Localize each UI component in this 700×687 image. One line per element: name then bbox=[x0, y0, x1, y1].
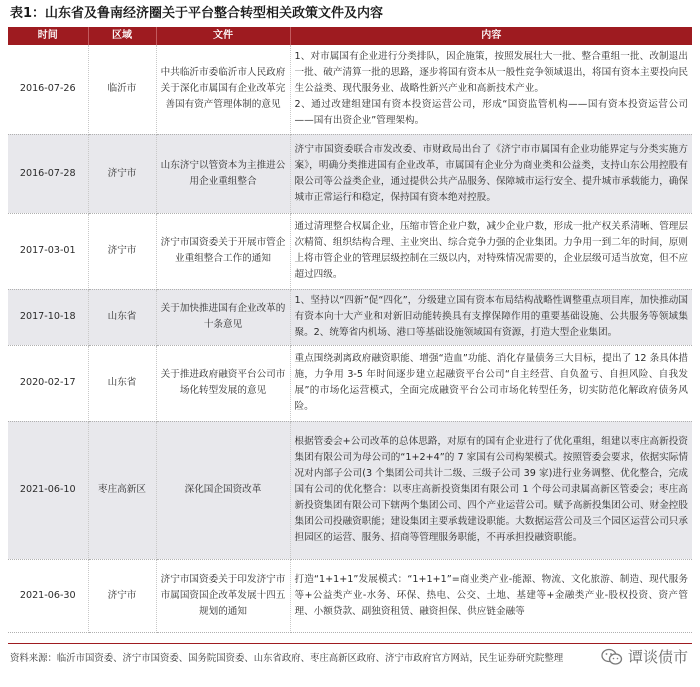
cell-content: 通过清理整合权属企业，压缩市管企业户数，减少企业户数，形成一批产权关系清晰、管理层次精简、组织结构合理、主业突出、综合竞争力强的企业集团。力争用一到二年的时间，原则上将市管企业的管理层级控制在三级以内，对特殊情况需要的，企业层级可适当放宽，但不应超过四级。 bbox=[290, 213, 692, 289]
cell-content: 1、对市属国有企业进行分类排队，因企施策，按照发展壮大一批、整合重组一批、改制退出一批、破产清算一批的思路，逐步将国有资本从一般性竞争领域退出，将国有资本主要投向民生公益类、现代服务业、战略性新兴产业和高新技术产业。 2、通过改建组建国有资本投资运营公司，形成“国资监管机构——国有资本投资运营公司——国有出资企业”管理架构。 bbox=[290, 45, 692, 134]
header-document: 文件 bbox=[156, 27, 290, 45]
cell-time: 2016-07-28 bbox=[8, 134, 88, 213]
table-row bbox=[8, 45, 692, 134]
cell-document: 中共临沂市委临沂市人民政府关于深化市属国有企业改革完善国有资产管理体制的意见 bbox=[156, 45, 290, 134]
cell-content: 根据管委会+公司改革的总体思路，对原有的国有企业进行了优化重组，组建以枣庄高新投资集团有限公司为母公司的“1+2+4”的 7 家国有公司构架模式。按照管委会要求，依据实际情况对内部子公司(3 个集团公司共计二级、三级子公司 39 家)进行业务调整、优化整合，完成国有公司的优化整合：以枣庄高新投资集团有限公司 1 个母公司隶属高新区管委会；枣庄高新投资集团有限公司下辖两个集团公司、四个产业运营公司。赋予高新投集团公司、财金控股集团公司投融资职能；建设集团主要承载建设职能。大数据运营公司及三个园区运营公司只承担园区的运营、服务、招商等管理服务职能，不再承担投融资职能。 bbox=[290, 421, 692, 559]
cell-content: 济宁市国资委联合市发改委、市财政局出台了《济宁市市属国有企业功能界定与分类实施方案》，明确分类推进国有企业改革，市属国有企业分为商业类和公益类，支持山东公用控股有限公司等公益类企业，通过提供公共产品服务、保障城市运行安全、提升城市承载能力，确保城市正常运行和稳定，保持国有资本绝对控股。 bbox=[290, 134, 692, 213]
cell-region: 济宁市 bbox=[88, 559, 156, 632]
cell-document: 深化国企国资改革 bbox=[156, 421, 290, 559]
header-time: 时间 bbox=[8, 27, 88, 45]
policy-table bbox=[8, 27, 692, 633]
cell-document: 济宁市国资委关于开展市管企业重组整合工作的通知 bbox=[156, 213, 290, 289]
cell-region: 临沂市 bbox=[88, 45, 156, 134]
cell-region: 济宁市 bbox=[88, 213, 156, 289]
cell-document: 济宁市国资委关于印发济宁市市属国资国企改革发展十四五规划的通知 bbox=[156, 559, 290, 632]
table-header-row bbox=[8, 27, 692, 45]
cell-time: 2017-10-18 bbox=[8, 289, 88, 345]
table-title: 表1：山东省及鲁南经济圈关于平台整合转型相关政策文件及内容 bbox=[10, 6, 384, 21]
cell-document: 关于推进政府融资平台公司市场化转型发展的意见 bbox=[156, 345, 290, 421]
cell-document: 山东济宁以管资本为主推进公用企业重组整合 bbox=[156, 134, 290, 213]
watermark bbox=[601, 646, 688, 667]
source-note: 资料来源：临沂市国资委、济宁市国资委、国务院国资委、山东省政府、枣庄高新区政府、济宁市政府官方网站，民生证券研究院整理 bbox=[10, 653, 564, 664]
table-row bbox=[8, 421, 692, 559]
header-content: 内容 bbox=[290, 27, 692, 45]
cell-content: 1、坚持以“四新”促“四化”，分级建立国有资本布局结构战略性调整重点项目库，加快推动国有资本向十大产业和对新旧动能转换具有支撑保障作用的重要基础设施、公共服务等领域集聚。2、统筹省内机场、港口等基础设施领域国有资源，打造大型企业集团。 bbox=[290, 289, 692, 345]
table-row bbox=[8, 559, 692, 632]
header-region: 区域 bbox=[88, 27, 156, 45]
cell-document: 关于加快推进国有企业改革的十条意见 bbox=[156, 289, 290, 345]
cell-time: 2021-06-10 bbox=[8, 421, 88, 559]
table-row bbox=[8, 213, 692, 289]
cell-time: 2017-03-01 bbox=[8, 213, 88, 289]
cell-time: 2016-07-26 bbox=[8, 45, 88, 134]
wechat-logo-icon bbox=[601, 648, 623, 666]
cell-region: 山东省 bbox=[88, 345, 156, 421]
cell-time: 2020-02-17 bbox=[8, 345, 88, 421]
cell-content: 重点围绕剥离政府融资职能、增强“造血”功能、消化存量债务三大目标，提出了 12 条具体措施，力争用 3-5 年时间逐步建立起融资平台公司“自主经营、自负盈亏、自担风险、自我发展”的市场化运营模式，全面完成融资平台公司市场化转型任务，切实防范化解政府债务风险。 bbox=[290, 345, 692, 421]
table-row bbox=[8, 289, 692, 345]
table-row bbox=[8, 134, 692, 213]
cell-content: 打造“1+1+1”发展模式：“1+1+1”=商业类产业-能源、物流、文化旅游、制造、现代服务等+公益类产业-水务、环保、热电、公交、土地、基建等+金融类产业-股权投资、资产管理、小额贷款、副独资租赁、融资担保、供应链金融等 bbox=[290, 559, 692, 632]
table-bottom-rule bbox=[8, 643, 692, 644]
table-row bbox=[8, 345, 692, 421]
cell-region: 济宁市 bbox=[88, 134, 156, 213]
cell-time: 2021-06-30 bbox=[8, 559, 88, 632]
cell-region: 山东省 bbox=[88, 289, 156, 345]
watermark-text: 谭谈债市 bbox=[627, 648, 688, 666]
cell-region: 枣庄高新区 bbox=[88, 421, 156, 559]
